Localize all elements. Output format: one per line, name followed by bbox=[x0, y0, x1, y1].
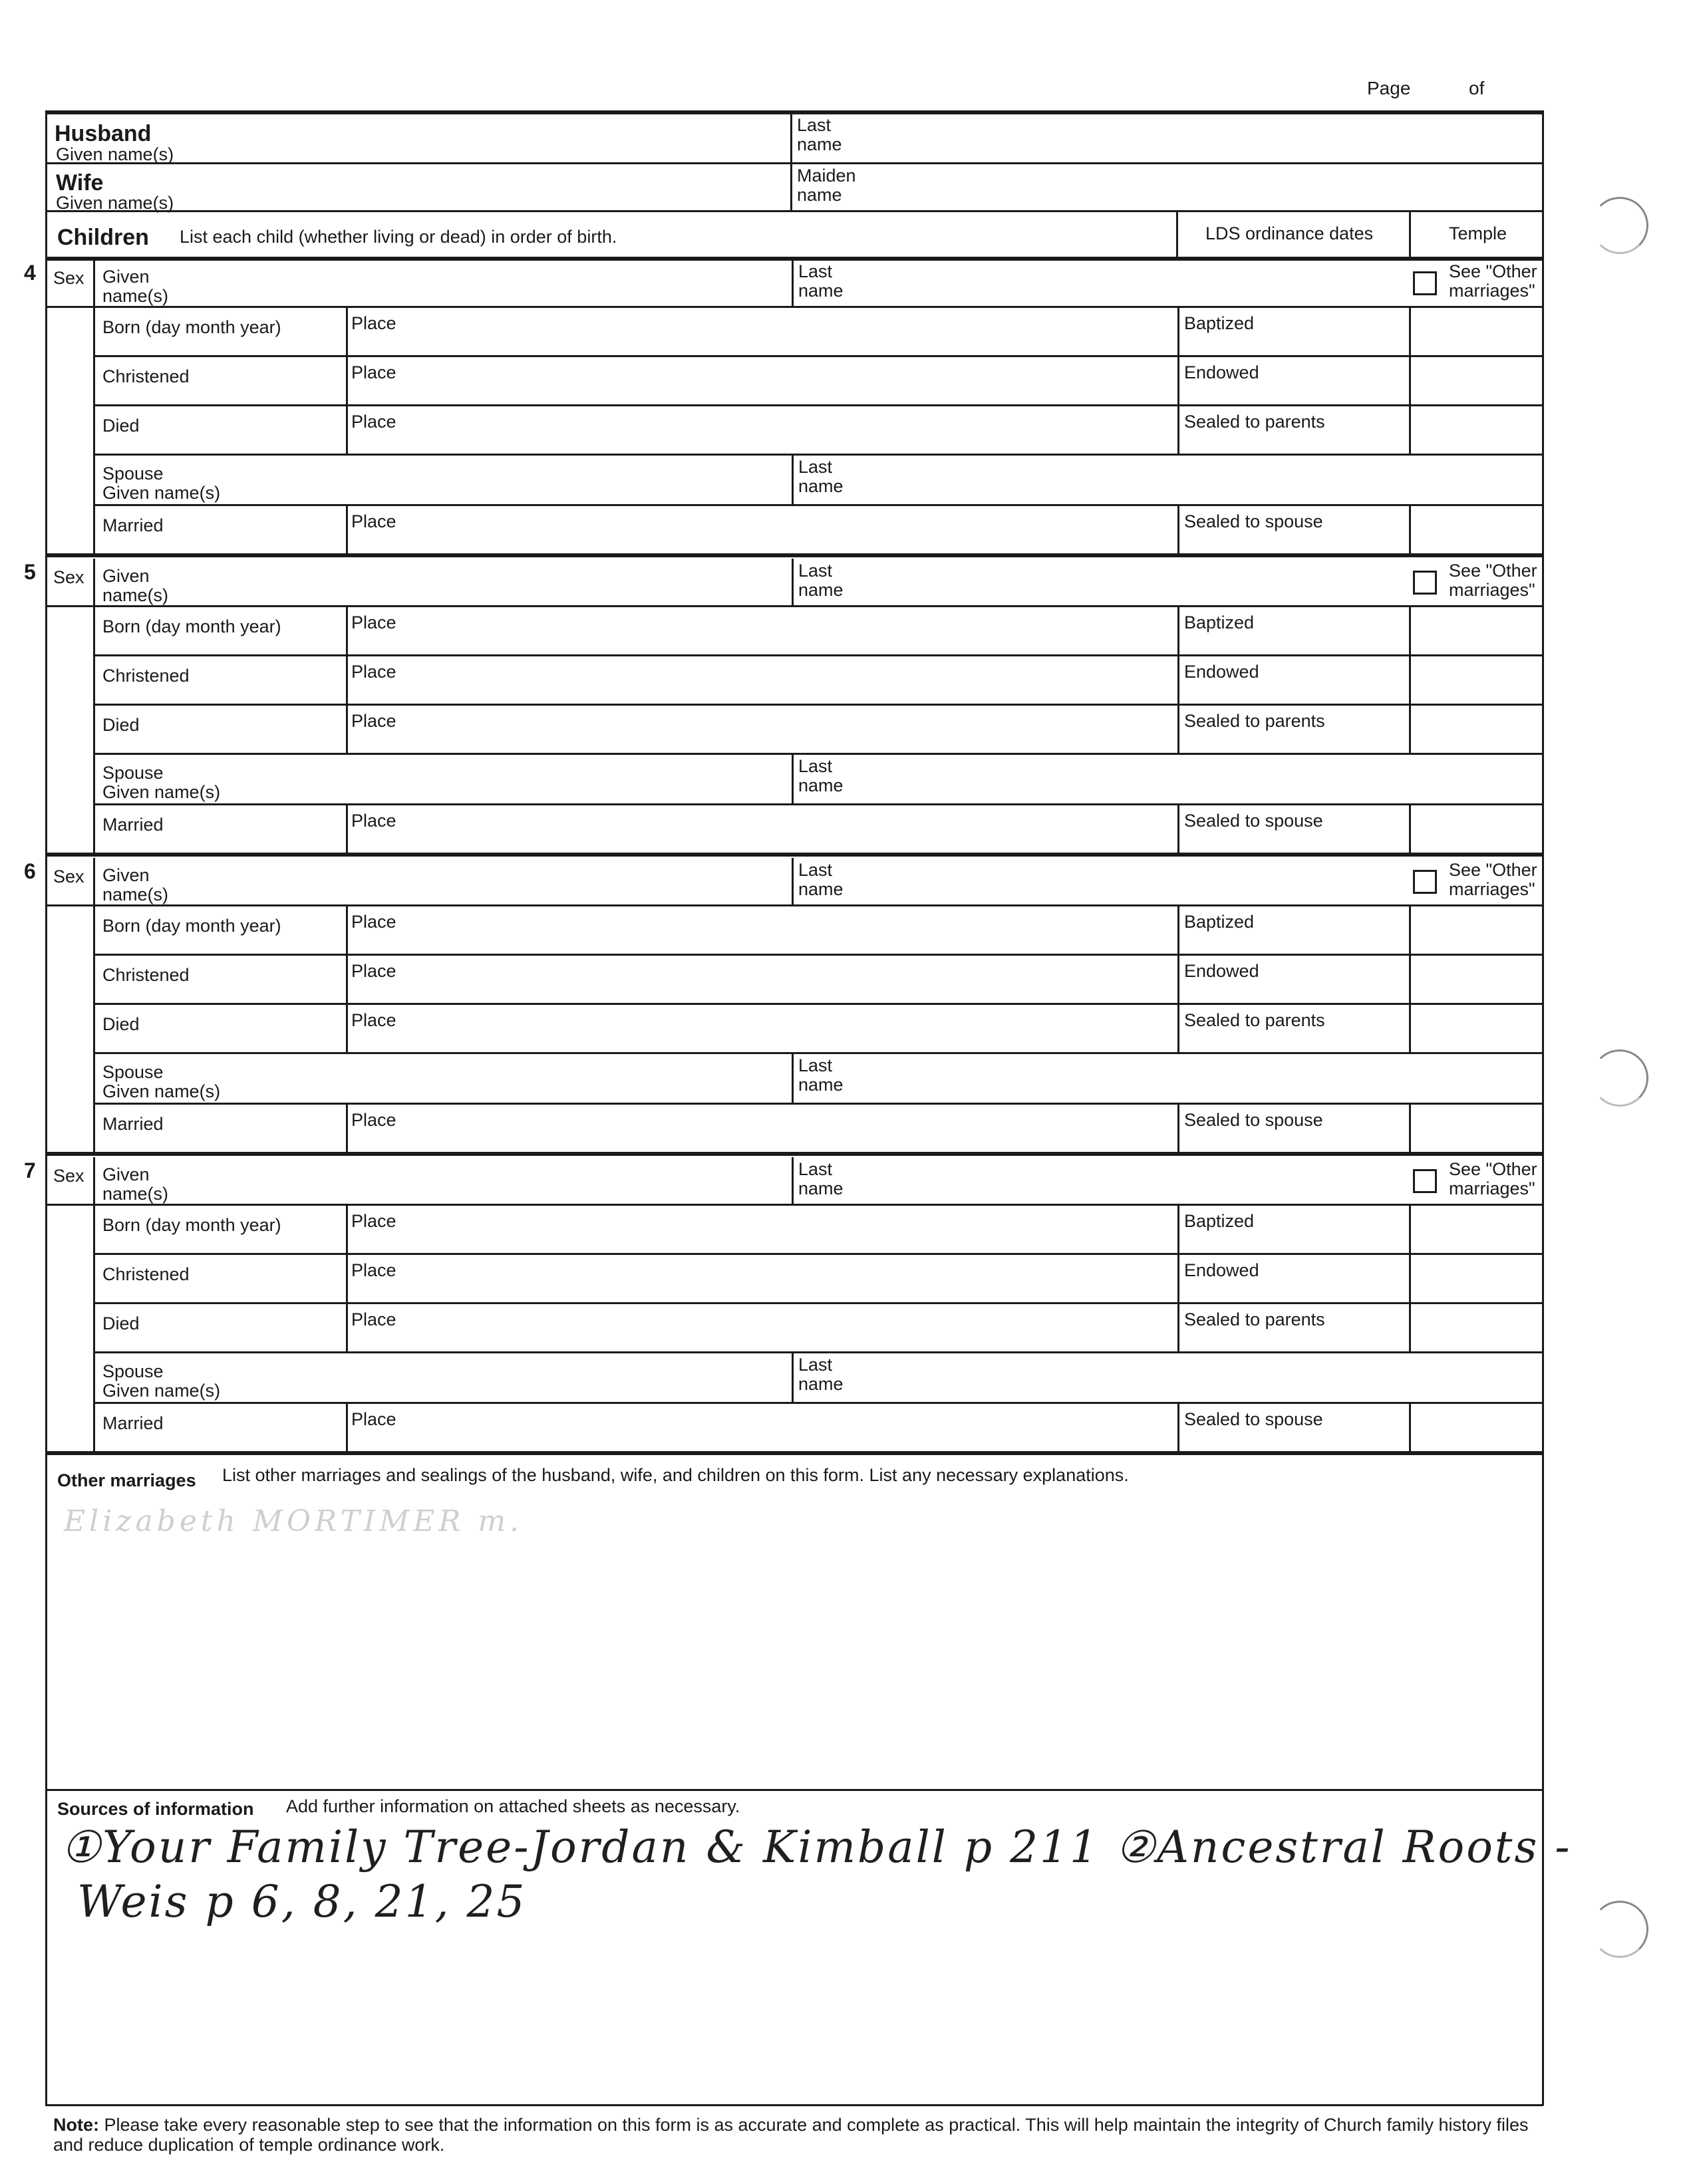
spouse-given-label: Spouse Given name(s) bbox=[102, 763, 221, 802]
child-number: 7 bbox=[24, 1159, 36, 1182]
child-sex-label: Sex bbox=[53, 567, 84, 587]
husband-last-label: Last name bbox=[797, 115, 842, 154]
born-place-field[interactable] bbox=[350, 1206, 1175, 1250]
other-marriages-checkbox[interactable] bbox=[1413, 271, 1437, 295]
child-last-divider bbox=[792, 858, 794, 904]
wife-bottom-rule bbox=[45, 210, 1543, 212]
child-row-rule bbox=[93, 1351, 1543, 1353]
child-sex-label: Sex bbox=[53, 1166, 84, 1186]
other-marriages-checkbox[interactable] bbox=[1413, 1169, 1437, 1193]
died-label: Died bbox=[102, 1014, 140, 1034]
children-header-rule bbox=[45, 257, 1543, 261]
baptized-temple-field[interactable] bbox=[1412, 309, 1539, 352]
children-instruction: List each child (whether living or dead) in order of birth. bbox=[180, 227, 617, 247]
baptized-temple-field[interactable] bbox=[1412, 1206, 1539, 1250]
child-row-rule bbox=[93, 1402, 1543, 1404]
married-temple-divider bbox=[1409, 803, 1411, 853]
child-given-label: Given name(s) bbox=[102, 267, 169, 306]
child-number: 4 bbox=[24, 261, 36, 285]
spouse-last-label: Last name bbox=[798, 756, 844, 795]
child-sex-divider bbox=[93, 858, 95, 1152]
child-place-divider bbox=[346, 904, 348, 1052]
child-row-rule bbox=[93, 1302, 1543, 1304]
see-other-marriages-label: See "Other marriages" bbox=[1449, 561, 1537, 600]
child-block-bottom-rule bbox=[45, 853, 1543, 857]
child-row-rule bbox=[93, 1103, 1543, 1105]
place-label: Place bbox=[351, 1260, 396, 1280]
child-given-label: Given name(s) bbox=[102, 865, 169, 904]
other-marriages-checkbox[interactable] bbox=[1413, 870, 1437, 894]
married-ordinance-divider bbox=[1177, 504, 1179, 553]
wife-maiden-label: Maiden name bbox=[797, 166, 856, 205]
child-given-label: Given name(s) bbox=[102, 1164, 169, 1204]
born-label: Born (day month year) bbox=[102, 317, 281, 337]
married-ordinance-divider bbox=[1177, 1103, 1179, 1152]
spouse-last-divider bbox=[792, 454, 794, 504]
place-label: Place bbox=[351, 1309, 396, 1329]
see-other-marriages-label: See "Other marriages" bbox=[1449, 261, 1537, 301]
child-sex-divider bbox=[93, 259, 95, 553]
christened-label: Christened bbox=[102, 1264, 190, 1284]
place-label: Place bbox=[351, 961, 396, 981]
child-place-divider bbox=[346, 1204, 348, 1351]
married-label: Married bbox=[102, 815, 164, 835]
note-text: Please take every reasonable step to see that the information on this form is as accurate and complete as practical. This will help maintain the integrity of Church family history files and reduce duplication of temple ordinance work. bbox=[53, 2115, 1529, 2155]
spouse-given-label: Spouse Given name(s) bbox=[102, 464, 221, 503]
form-bottom-rule bbox=[45, 2104, 1543, 2106]
place-label: Place bbox=[351, 1110, 396, 1130]
child-sex-divider bbox=[93, 559, 95, 853]
child-row-rule bbox=[93, 454, 1543, 456]
sources-handwritten-line1: ①Your Family Tree-Jordan & Kimball p 211 ②Ancestral Roots - bbox=[61, 1822, 1572, 1873]
spouse-last-divider bbox=[792, 753, 794, 803]
sealed-to-spouse-label: Sealed to spouse bbox=[1184, 1409, 1323, 1429]
sealed-to-parents-label: Sealed to parents bbox=[1184, 1010, 1325, 1030]
born-label: Born (day month year) bbox=[102, 916, 281, 936]
child-row-rule bbox=[93, 753, 1543, 755]
place-label: Place bbox=[351, 912, 396, 932]
sealed-to-parents-label: Sealed to parents bbox=[1184, 412, 1325, 432]
child-given-label: Given name(s) bbox=[102, 566, 169, 605]
spouse-last-divider bbox=[792, 1052, 794, 1103]
married-place-divider bbox=[346, 504, 348, 553]
place-label: Place bbox=[351, 613, 396, 632]
child-name-rule bbox=[45, 306, 1543, 308]
child-name-rule bbox=[45, 605, 1543, 607]
form-left-border bbox=[45, 110, 47, 2106]
spouse-last-label: Last name bbox=[798, 1355, 844, 1394]
husband-bottom-rule bbox=[45, 162, 1543, 164]
child-number: 6 bbox=[24, 859, 36, 883]
child-ordinance-divider bbox=[1177, 306, 1179, 454]
child-block-bottom-rule bbox=[45, 1152, 1543, 1156]
place-label: Place bbox=[351, 1211, 396, 1231]
died-label: Died bbox=[102, 715, 140, 735]
baptized-label: Baptized bbox=[1184, 1211, 1255, 1231]
child-row-rule bbox=[93, 803, 1543, 805]
endowed-label: Endowed bbox=[1184, 961, 1259, 981]
note bbox=[53, 2115, 1543, 2155]
place-label: Place bbox=[351, 711, 396, 731]
married-label: Married bbox=[102, 1413, 164, 1433]
child-row-rule bbox=[93, 654, 1543, 656]
married-ordinance-divider bbox=[1177, 803, 1179, 853]
children-title: Children bbox=[57, 225, 149, 250]
sealed-to-spouse-label: Sealed to spouse bbox=[1184, 811, 1323, 831]
spouse-given-label: Spouse Given name(s) bbox=[102, 1361, 221, 1401]
place-label: Place bbox=[351, 1409, 396, 1429]
other-marriages-instruction: List other marriages and sealings of the husband, wife, and children on this form. List any necessary explanations. bbox=[222, 1465, 1129, 1485]
sealed-to-spouse-label: Sealed to spouse bbox=[1184, 511, 1323, 531]
born-label: Born (day month year) bbox=[102, 616, 281, 636]
baptized-label: Baptized bbox=[1184, 313, 1255, 333]
child-sex-label: Sex bbox=[53, 867, 84, 887]
born-label: Born (day month year) bbox=[102, 1215, 281, 1235]
married-temple-divider bbox=[1409, 504, 1411, 553]
child-row-rule bbox=[93, 1052, 1543, 1054]
child-name-rule bbox=[45, 1204, 1543, 1206]
temple-header-divider bbox=[1409, 210, 1411, 258]
married-place-divider bbox=[346, 1103, 348, 1152]
sealed-to-spouse-label: Sealed to spouse bbox=[1184, 1110, 1323, 1130]
born-place-field[interactable] bbox=[350, 608, 1175, 652]
child-last-divider bbox=[792, 1157, 794, 1204]
christened-label: Christened bbox=[102, 666, 190, 686]
child-place-divider bbox=[346, 306, 348, 454]
child-number: 5 bbox=[24, 560, 36, 584]
child-temple-divider bbox=[1409, 605, 1411, 753]
of-label: of bbox=[1469, 78, 1485, 98]
name-divider bbox=[790, 112, 792, 210]
place-label: Place bbox=[351, 511, 396, 531]
page-label: Page bbox=[1367, 78, 1411, 98]
spouse-given-label: Spouse Given name(s) bbox=[102, 1062, 221, 1101]
christened-label: Christened bbox=[102, 965, 190, 985]
see-other-marriages-label: See "Other marriages" bbox=[1449, 860, 1537, 899]
married-place-divider bbox=[346, 1402, 348, 1451]
other-marriages-bottom-rule bbox=[45, 1789, 1543, 1791]
child-block-bottom-rule bbox=[45, 553, 1543, 557]
child-row-rule bbox=[93, 404, 1543, 406]
lds-ordinance-header: LDS ordinance dates bbox=[1205, 223, 1374, 243]
other-marriages-checkbox[interactable] bbox=[1413, 571, 1437, 595]
child-temple-divider bbox=[1409, 904, 1411, 1052]
born-place-field[interactable] bbox=[350, 309, 1175, 352]
place-label: Place bbox=[351, 1010, 396, 1030]
endowed-label: Endowed bbox=[1184, 662, 1259, 682]
married-label: Married bbox=[102, 1114, 164, 1134]
baptized-temple-field[interactable] bbox=[1412, 907, 1539, 951]
child-row-rule bbox=[93, 355, 1543, 357]
baptized-label: Baptized bbox=[1184, 613, 1255, 632]
husband-title: Husband bbox=[55, 121, 152, 146]
child-last-divider bbox=[792, 559, 794, 605]
other-marriages-faint-entry: Elizabeth MORTIMER m. bbox=[64, 1504, 524, 1538]
child-temple-divider bbox=[1409, 1204, 1411, 1351]
note-label: Note: bbox=[53, 2115, 99, 2135]
wife-given-label: Given name(s) bbox=[56, 193, 174, 213]
married-place-divider bbox=[346, 803, 348, 853]
married-label: Married bbox=[102, 515, 164, 535]
sealed-to-parents-label: Sealed to parents bbox=[1184, 1309, 1325, 1329]
child-ordinance-divider bbox=[1177, 1204, 1179, 1351]
child-last-label: Last name bbox=[798, 1159, 844, 1198]
place-label: Place bbox=[351, 811, 396, 831]
husband-given-label: Given name(s) bbox=[56, 144, 174, 164]
baptized-label: Baptized bbox=[1184, 912, 1255, 932]
child-last-name-field[interactable] bbox=[796, 861, 1401, 902]
born-place-field[interactable] bbox=[350, 907, 1175, 951]
child-last-name-field[interactable] bbox=[796, 1160, 1401, 1201]
spouse-last-label: Last name bbox=[798, 457, 844, 496]
died-label: Died bbox=[102, 416, 140, 436]
lds-header-divider bbox=[1176, 210, 1178, 258]
child-row-rule bbox=[93, 1253, 1543, 1255]
other-marriages-title: Other marriages bbox=[57, 1470, 196, 1490]
place-label: Place bbox=[351, 412, 396, 432]
child-row-rule bbox=[93, 954, 1543, 956]
wife-title: Wife bbox=[56, 170, 104, 196]
baptized-temple-field[interactable] bbox=[1412, 608, 1539, 652]
died-label: Died bbox=[102, 1313, 140, 1333]
child-temple-divider bbox=[1409, 306, 1411, 454]
christened-label: Christened bbox=[102, 366, 190, 386]
child-row-rule bbox=[93, 504, 1543, 506]
place-label: Place bbox=[351, 313, 396, 333]
see-other-marriages-label: See "Other marriages" bbox=[1449, 1159, 1537, 1198]
form-top-rule bbox=[45, 110, 1543, 114]
child-last-label: Last name bbox=[798, 561, 844, 600]
binder-hole-middle bbox=[1591, 1049, 1648, 1107]
married-ordinance-divider bbox=[1177, 1402, 1179, 1451]
sources-handwritten-line2: Weis p 6, 8, 21, 25 bbox=[77, 1876, 527, 1927]
spouse-last-divider bbox=[792, 1351, 794, 1402]
child-last-label: Last name bbox=[798, 261, 844, 301]
endowed-label: Endowed bbox=[1184, 362, 1259, 382]
child-ordinance-divider bbox=[1177, 605, 1179, 753]
married-temple-divider bbox=[1409, 1402, 1411, 1451]
child-name-rule bbox=[45, 904, 1543, 906]
place-label: Place bbox=[351, 362, 396, 382]
temple-header: Temple bbox=[1449, 223, 1507, 243]
child-sex-divider bbox=[93, 1157, 95, 1451]
child-last-name-field[interactable] bbox=[796, 561, 1401, 603]
sealed-to-parents-label: Sealed to parents bbox=[1184, 711, 1325, 731]
child-row-rule bbox=[93, 704, 1543, 706]
child-last-name-field[interactable] bbox=[796, 262, 1401, 303]
binder-hole-top bbox=[1591, 197, 1648, 254]
child-row-rule bbox=[93, 1003, 1543, 1005]
child-ordinance-divider bbox=[1177, 904, 1179, 1052]
married-temple-divider bbox=[1409, 1103, 1411, 1152]
child-last-divider bbox=[792, 259, 794, 306]
endowed-label: Endowed bbox=[1184, 1260, 1259, 1280]
spouse-last-label: Last name bbox=[798, 1055, 844, 1095]
child-sex-label: Sex bbox=[53, 268, 84, 288]
sources-instruction: Add further information on attached sheets as necessary. bbox=[286, 1796, 740, 1816]
binder-hole-bottom bbox=[1591, 1901, 1648, 1958]
place-label: Place bbox=[351, 662, 396, 682]
child-last-label: Last name bbox=[798, 860, 844, 899]
form-right-border bbox=[1542, 110, 1544, 2106]
child-place-divider bbox=[346, 605, 348, 753]
child-block-bottom-rule bbox=[45, 1451, 1543, 1455]
sources-title: Sources of information bbox=[57, 1799, 254, 1819]
